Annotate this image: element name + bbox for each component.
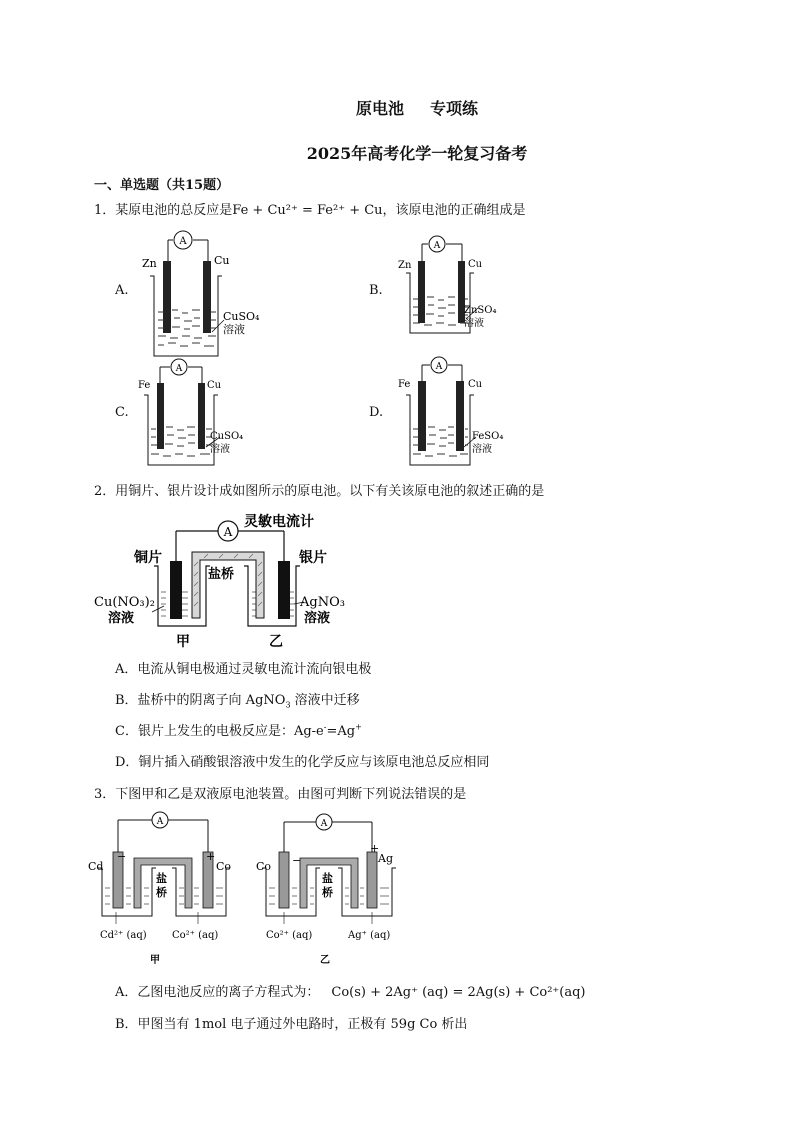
left-beaker	[262, 868, 320, 916]
page-title	[0, 101, 794, 117]
left-electrode-label: Co	[256, 860, 272, 873]
left-electrode-label: Zn	[398, 260, 412, 271]
bridge-label-1: 盐	[156, 872, 167, 885]
salt-bridge-label: 盐桥	[208, 567, 235, 582]
q2-figure	[94, 506, 364, 656]
q2-option-d: D．铜片插入硝酸银溶液中发生的化学反应与该原电池总反应相同	[115, 755, 490, 770]
left-electrode	[163, 261, 171, 333]
solution-formula: FeSO₄	[472, 431, 504, 442]
right-solution-label: Co²⁺ (aq)	[172, 930, 219, 941]
q3-option-b: B．甲图当有 1mol 电子通过外电路时，正极有 59g Co 析出	[115, 1017, 468, 1032]
q2-option-c-tail: =Ag	[326, 724, 356, 739]
q1-option-a-label: A.	[115, 283, 129, 298]
left-solution-label: Co²⁺ (aq)	[266, 930, 313, 941]
right-electrode	[456, 381, 464, 451]
bridge-label-2: 桥	[322, 886, 333, 899]
left-electrode	[418, 381, 426, 451]
ammeter-label: A	[433, 241, 441, 251]
right-electrode-label: Cu	[468, 259, 483, 270]
solution-label: 溶液	[223, 323, 245, 336]
solution-formula: CuSO₄	[210, 431, 244, 442]
solution-formula: ZnSO₄	[464, 305, 497, 316]
positive-sign: +	[370, 842, 380, 855]
q1-stem	[94, 203, 526, 219]
right-solution-formula: AgNO₃	[300, 595, 345, 610]
q1-stem-post: ，该原电池的正确组成是	[382, 203, 526, 218]
ammeter-label: A	[435, 362, 443, 372]
q1-option-d-label: D.	[369, 405, 384, 420]
copper-electrode	[170, 561, 182, 619]
right-electrode-label: Cu	[468, 379, 483, 390]
figure-caption: 甲	[150, 955, 160, 966]
title-part-b: 专项练	[430, 99, 479, 118]
q3-option-a-text: A．乙图电池反应的离子方程式为：	[115, 985, 320, 1000]
negative-sign: −	[117, 850, 127, 863]
q2-stem: 2．用铜片、银片设计成如图所示的原电池。以下有关该原电池的叙述正确的是	[94, 484, 545, 499]
right-electrode	[203, 261, 211, 333]
right-solution-label: 溶液	[304, 611, 331, 626]
q1-stem-pre: 1．某原电池的总反应是	[94, 203, 233, 218]
q2-option-a: A．电流从铜电极通过灵敏电流计流向银电极	[115, 662, 372, 677]
right-electrode-label: Ag	[378, 852, 393, 865]
left-electrode	[157, 383, 164, 449]
q2-option-c: C．银片上发生的电极反应是：Ag-e-=Ag+	[115, 722, 362, 739]
left-electrode-label: Cd	[88, 860, 104, 873]
left-solution-label: Cd²⁺ (aq)	[100, 930, 147, 941]
bridge-label-1: 盐	[322, 872, 333, 885]
q3-option-a	[115, 985, 586, 1001]
ammeter-label: A	[175, 364, 183, 374]
q3-figure-yi	[254, 812, 424, 972]
left-electrode-label: Zn	[142, 257, 157, 270]
q2-option-b-tail: 溶液中迁移	[294, 693, 360, 708]
q3-option-a-equation: Co(s) + 2Ag⁺ (aq) = 2Ag(s) + Co²⁺(aq)	[331, 985, 586, 1000]
galvanometer-symbol: A	[223, 525, 233, 539]
silver-label: 银片	[299, 550, 327, 566]
q1-option-a-figure	[130, 228, 270, 358]
figure-caption: 乙	[320, 955, 330, 966]
negative-sign: −	[292, 854, 302, 867]
q3-stem: 3．下图甲和乙是双液原电池装置。由图可判断下列说法错误的是	[94, 787, 467, 802]
left-electrode-label: Fe	[398, 379, 411, 390]
q1-option-b-label: B.	[369, 283, 383, 298]
q3-figure-jia	[86, 812, 246, 972]
q2-option-b: B．盐桥中的阴离子向 AgNO$_3$ 溶液中迁移	[115, 693, 360, 710]
right-electrode-label: Cu	[214, 254, 230, 267]
solution-label: 溶液	[210, 444, 230, 455]
ammeter-label: A	[320, 819, 328, 829]
right-beaker	[172, 868, 230, 916]
q1-option-c-figure	[130, 353, 270, 473]
right-electrode-label: Cu	[207, 380, 222, 391]
solution-label: 溶液	[464, 318, 484, 329]
q1-equation: Fe + Cu²⁺ = Fe²⁺ + Cu	[232, 203, 383, 218]
right-beaker	[244, 566, 300, 626]
section-heading: 一、单选题（共15题）	[94, 178, 230, 193]
beaker-shape	[150, 276, 222, 356]
solution-formula: CuSO₄	[223, 310, 260, 323]
ag-electrode	[367, 852, 377, 908]
salt-bridge	[192, 552, 264, 618]
q2-option-c-text: C．银片上发生的电极反应是：Ag-e	[115, 724, 324, 739]
left-solution-formula: Cu(NO₃)₂	[94, 595, 155, 610]
co-electrode	[279, 852, 289, 908]
right-electrode	[198, 383, 205, 449]
q1-option-b-figure	[392, 233, 512, 343]
left-beaker	[98, 868, 156, 916]
cell-yi-label: 乙	[269, 634, 283, 650]
positive-sign: +	[206, 850, 216, 863]
right-electrode-label: Co	[216, 860, 232, 873]
bridge-label-2: 桥	[156, 886, 167, 899]
left-electrode	[418, 261, 425, 323]
silver-electrode	[278, 561, 290, 619]
q2-option-b-text: B．盐桥中的阴离子向 AgNO	[115, 693, 286, 708]
title-part-a: 原电池	[355, 99, 404, 118]
solution-label: 溶液	[472, 444, 492, 455]
cell-jia-label: 甲	[176, 634, 190, 650]
galvanometer-label: 灵敏电流计	[244, 514, 314, 530]
q1-option-d-figure	[392, 353, 532, 473]
ammeter-label: A	[179, 236, 187, 247]
left-solution-label: 溶液	[108, 611, 135, 626]
q1-option-c-label: C.	[115, 405, 129, 420]
copper-label: 铜片	[134, 550, 162, 566]
ammeter-label: A	[156, 817, 164, 827]
page-subtitle: 2025年高考化学一轮复习备考	[306, 144, 528, 163]
right-solution-label: Ag⁺ (aq)	[348, 930, 391, 941]
left-electrode-label: Fe	[138, 380, 151, 391]
